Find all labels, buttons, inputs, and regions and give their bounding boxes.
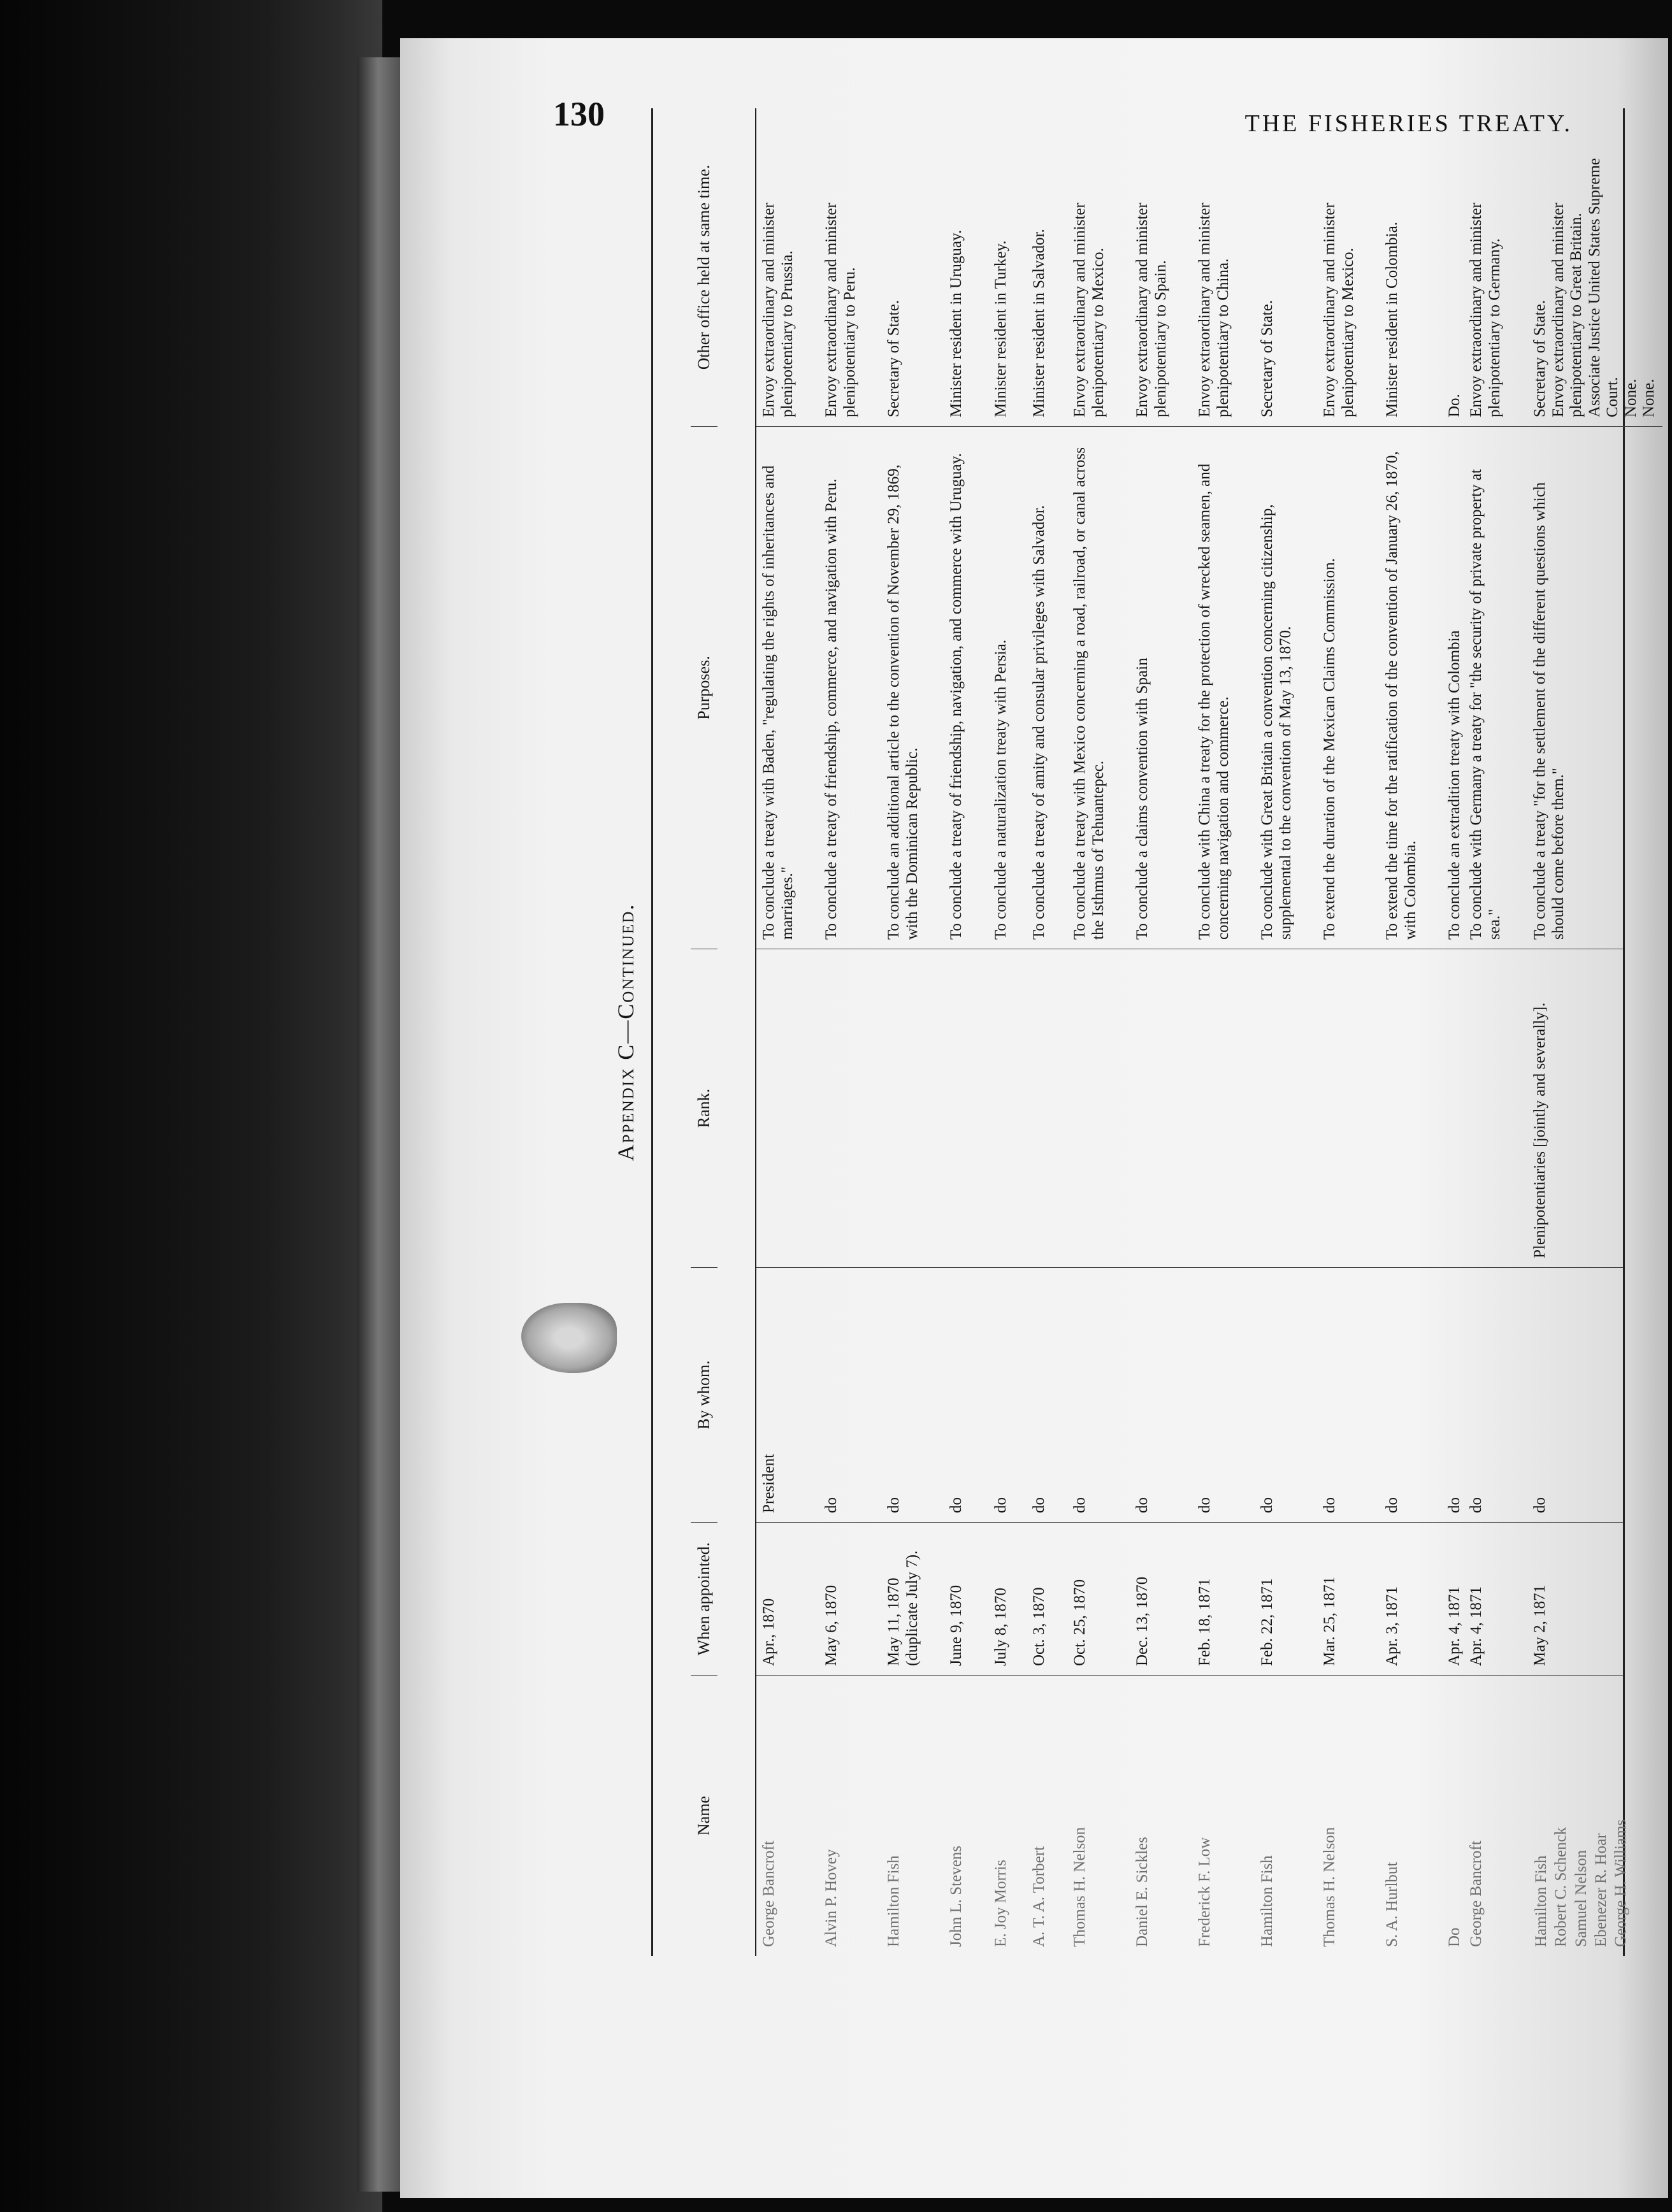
cell-rank xyxy=(1442,949,1464,1268)
cell-joint-names xyxy=(1527,1676,1634,1956)
running-title: THE FISHERIES TREATY. xyxy=(1244,110,1573,137)
cell-by: do xyxy=(1380,1268,1442,1523)
joint-other-office: Secretary of State. xyxy=(1531,300,1548,417)
table-row xyxy=(1255,108,1317,1956)
cell-rank xyxy=(1317,949,1380,1268)
cell-other-office: Secretary of State. xyxy=(1255,108,1317,427)
cell-by: do xyxy=(881,1268,944,1523)
cell-when: May 2, 1871 xyxy=(1527,1523,1623,1676)
cell-name: Thomas H. Nelson xyxy=(1071,1827,1088,1947)
column-header-name: Name xyxy=(695,1795,714,1836)
cell-by: do xyxy=(1527,1268,1623,1523)
cell-by: President xyxy=(756,1268,819,1523)
table-row xyxy=(1067,108,1130,1956)
cell-other-office: Minister resident in Uruguay. xyxy=(944,108,988,427)
cell-when: May 6, 1870 xyxy=(819,1523,881,1676)
cell-rank: Plenipotentiaries [jointly and severally]. xyxy=(1527,949,1623,1268)
cell-by: do xyxy=(1067,1268,1130,1523)
cell-purpose: To conclude a naturalization treaty with Persia. xyxy=(988,427,1027,949)
cell-rank xyxy=(1255,949,1317,1268)
cell-by: do xyxy=(988,1268,1027,1523)
cell-purpose: To extend the time for the ratification of the convention of January 26, 1870, with Colombia. xyxy=(1380,427,1442,949)
column-header-when: When appointed. xyxy=(691,1523,717,1676)
cell-rank xyxy=(1130,949,1192,1268)
joint-other-office: Envoy extraordinary and minister plenipotentiary to Great Britain. xyxy=(1549,203,1585,417)
cell-when: Apr. 3, 1871 xyxy=(1380,1523,1442,1676)
cell-by: do xyxy=(1317,1268,1380,1523)
cell-purpose: To conclude a treaty of amity and consular privileges with Salvador. xyxy=(1027,427,1067,949)
cell-when: Mar. 25, 1871 xyxy=(1317,1523,1380,1676)
joint-other-office: None. xyxy=(1622,378,1640,417)
cell-rank xyxy=(881,949,944,1268)
cell-rank xyxy=(988,949,1027,1268)
cell-other-office: Do. xyxy=(1442,108,1468,427)
cell-purpose: To extend the duration of the Mexican Claims Commission. xyxy=(1317,427,1380,949)
cell-other-office: Envoy extraordinary and minister plenipotentiary to Peru. xyxy=(819,108,881,427)
table-body xyxy=(756,108,1657,1956)
cell-purpose: To conclude a treaty with Mexico concerning a road, railroad, or canal across the Isthmus of Tehuantepec. xyxy=(1067,427,1130,949)
joint-name: Samuel Nelson xyxy=(1572,1849,1590,1947)
cell-rank xyxy=(819,949,881,1268)
cell-purpose: To conclude a treaty with Baden, "regulating the rights of inheritances and marriages." xyxy=(756,427,819,949)
appendix-table xyxy=(651,108,1657,1956)
cell-name: John L. Stevens xyxy=(948,1845,965,1947)
cell-by: do xyxy=(944,1268,988,1523)
table-row xyxy=(1464,108,1527,1956)
cell-when: Feb. 18, 1871 xyxy=(1192,1523,1255,1676)
table-header-row xyxy=(653,108,756,1956)
table-row xyxy=(819,108,881,1956)
cell-name: Alvin P. Hovey xyxy=(823,1849,840,1947)
cell-other-office: Envoy extraordinary and minister plenipotentiary to Spain. xyxy=(1130,108,1192,427)
page-number: 130 xyxy=(553,95,605,133)
column-header-rank: Rank. xyxy=(691,949,717,1268)
cell-name: Thomas H. Nelson xyxy=(1321,1827,1338,1947)
cell-purpose: To conclude with China a treaty for the protection of wrecked seamen, and concerning navigation and commerce. xyxy=(1192,427,1255,949)
cell-when: Apr. 4, 1871 xyxy=(1442,1523,1468,1676)
cell-rank xyxy=(944,949,988,1268)
appendix-title: Appendix C—Continued. xyxy=(613,903,638,1161)
table-row xyxy=(1192,108,1255,1956)
column-header-purposes: Purposes. xyxy=(691,427,717,949)
cell-rank xyxy=(1027,949,1067,1268)
scan-dark-margin xyxy=(0,0,382,2212)
joint-name: George H. Williams xyxy=(1612,1819,1629,1947)
table-row xyxy=(1380,108,1442,1956)
joint-name: Robert C. Schenck xyxy=(1552,1827,1570,1947)
cell-by: do xyxy=(1027,1268,1067,1523)
cell-joint-other-offices xyxy=(1527,108,1662,427)
cell-purpose: To conclude with Germany a treaty for "the security of private property at sea." xyxy=(1464,427,1527,949)
cell-purpose: To conclude a claims convention with Spain xyxy=(1130,427,1192,949)
joint-commission-row xyxy=(1527,108,1657,1956)
table-row xyxy=(1027,108,1067,1956)
cell-rank xyxy=(756,949,819,1268)
cell-purpose: To conclude a treaty of friendship, commerce, and navigation with Peru. xyxy=(819,427,881,949)
column-header-other-office: Other office held at same time. xyxy=(691,108,717,427)
cell-other-office: Envoy extraordinary and minister plenipotentiary to Mexico. xyxy=(1317,108,1380,427)
cell-name: S. A. Hurlbut xyxy=(1383,1862,1401,1947)
cell-by: do xyxy=(1464,1268,1527,1523)
cell-when: Oct. 3, 1870 xyxy=(1027,1523,1067,1676)
cell-other-office: Envoy extraordinary and minister plenipotentiary to Prussia. xyxy=(756,108,819,427)
book-page xyxy=(400,38,1668,2198)
cell-purpose: To conclude an additional article to the convention of November 29, 1869, with the Dominican Republic. xyxy=(881,427,944,949)
cell-name: Do xyxy=(1446,1927,1463,1947)
cell-rank xyxy=(1067,949,1130,1268)
cell-by: do xyxy=(1192,1268,1255,1523)
table-row xyxy=(881,108,944,1956)
cell-name: Hamilton Fish xyxy=(1258,1855,1276,1947)
table-row xyxy=(944,108,988,1956)
cell-when: July 8, 1870 xyxy=(988,1523,1027,1676)
cell-name: E. Joy Morris xyxy=(992,1860,1009,1947)
joint-other-office: Associate Justice United States Supreme Court. xyxy=(1585,158,1621,417)
column-header-by: By whom. xyxy=(691,1268,717,1523)
table-row xyxy=(756,108,819,1956)
cell-rank xyxy=(1192,949,1255,1268)
cell-by: do xyxy=(1130,1268,1192,1523)
cell-purpose: To conclude a treaty of friendship, navigation, and commerce with Uruguay. xyxy=(944,427,988,949)
cell-when: Oct. 25, 1870 xyxy=(1067,1523,1130,1676)
cell-name: George Bancroft xyxy=(760,1841,777,1947)
cell-by: do xyxy=(1442,1268,1468,1523)
joint-name: Ebenezer R. Hoar xyxy=(1592,1833,1610,1947)
cell-name: Daniel E. Sickles xyxy=(1134,1837,1151,1947)
cell-when: June 9, 1870 xyxy=(944,1523,988,1676)
cell-other-office: Minister resident in Colombia. xyxy=(1380,108,1442,427)
cell-other-office: Envoy extraordinary and minister plenipotentiary to Germany. xyxy=(1464,108,1527,427)
cell-when: Dec. 13, 1870 xyxy=(1130,1523,1192,1676)
cell-other-office: Envoy extraordinary and minister plenipotentiary to Mexico. xyxy=(1067,108,1130,427)
cell-when: May 11, 1870 (duplicate July 7). xyxy=(881,1523,944,1676)
book-spine xyxy=(357,57,405,2192)
cell-by: do xyxy=(1255,1268,1317,1523)
cell-name: Hamilton Fish xyxy=(885,1855,902,1947)
cell-name: George Bancroft xyxy=(1467,1841,1485,1947)
cell-other-office: Envoy extraordinary and minister plenipotentiary to China. xyxy=(1192,108,1255,427)
table-row xyxy=(1130,108,1192,1956)
cell-when: Apr. 4, 1871 xyxy=(1464,1523,1527,1676)
cell-by: do xyxy=(819,1268,881,1523)
cell-purpose: To conclude an extradition treaty with Colombia xyxy=(1442,427,1468,949)
cell-other-office: Minister resident in Salvador. xyxy=(1027,108,1067,427)
table-row xyxy=(988,108,1027,1956)
rotated-table-block xyxy=(600,108,1657,1956)
table-row xyxy=(1317,108,1380,1956)
cell-other-office: Secretary of State. xyxy=(881,108,944,427)
cell-when: Apr., 1870 xyxy=(756,1523,819,1676)
cell-rank xyxy=(1464,949,1527,1268)
joint-name: Hamilton Fish xyxy=(1532,1855,1550,1947)
cell-when: Feb. 22, 1871 xyxy=(1255,1523,1317,1676)
cell-name: Frederick F. Low xyxy=(1196,1837,1213,1947)
cell-other-office: Minister resident in Turkey. xyxy=(988,108,1027,427)
cell-name: A. T. A. Torbert xyxy=(1030,1846,1048,1947)
cell-purpose: To conclude with Great Britain a convention concerning citizenship, supplemental to the convention of May 13, 1870. xyxy=(1255,427,1317,949)
joint-other-office: None. xyxy=(1640,378,1657,417)
table-row xyxy=(1442,108,1464,1956)
cell-rank xyxy=(1380,949,1442,1268)
cell-purpose: To conclude a treaty "for the settlement of the different questions which should come before them." xyxy=(1527,427,1623,949)
